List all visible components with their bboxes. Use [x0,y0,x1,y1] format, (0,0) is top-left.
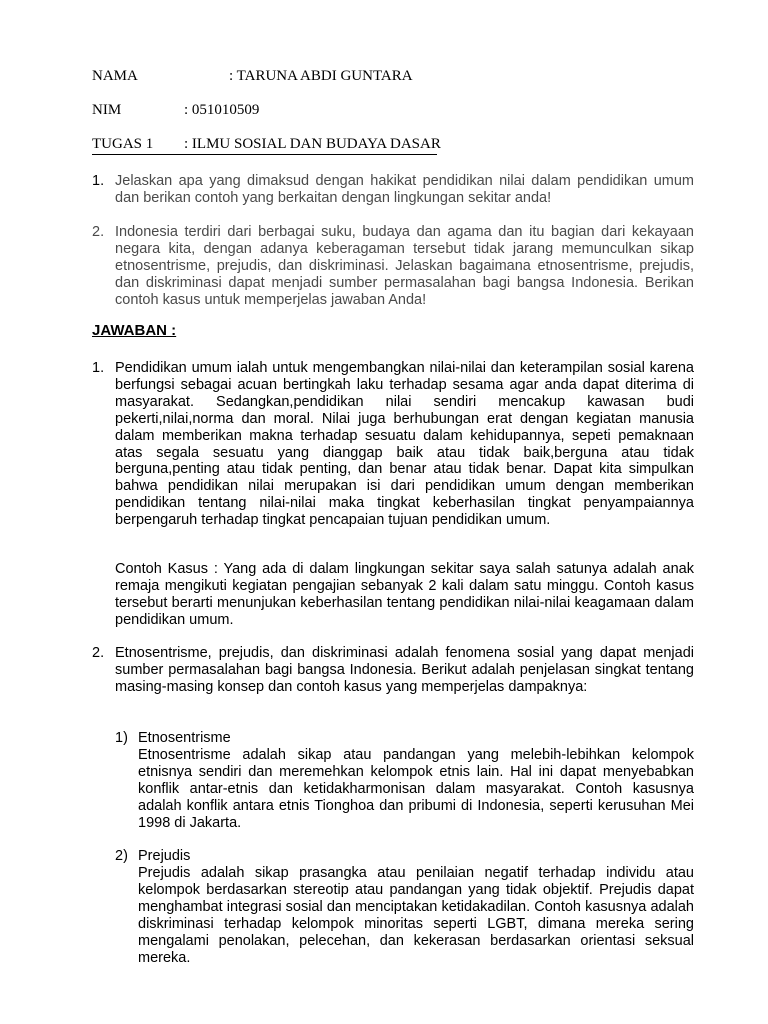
header-underline [92,154,437,155]
nim-row [92,102,260,119]
answer-1-number: 1. [92,360,105,376]
answer-1-text: Pendidikan umum ialah untuk mengembangkan nilai-nilai dan keterampilan sosial karena berfungsi sebagai acuan bertingkah laku terhadap sesama agar anda dapat diterima di masyarakat. Sedangkan,pendidikan nilai sendiri mencakup kawasan budi pekerti,nilai,norma dan moral. Nilai juga berhubungan erat dengan kegiatan manusia dalam memberikan makna terhadap sesuatu dalam kehidupannya, sepeti pemaknaan atas segala sesuatu yang dianggap baik atau tidak baik,berguna atau tidak berguna,penting atau tidak penting, dan benar atau tidak benar. Dapat kita simpulkan bahwa pendidikan nilai merupakan isi dari pendidikan umum dengan memberikan pendidikan tentang nilai-nilai maka tingkat keberhasilan tingkat penyampaiannya berpengaruh terhadap tingkat pencapaian tujuan pendidikan umum. [115,360,694,529]
tugas-value: : ILMU SOSIAL DAN BUDAYA DASAR [184,136,441,152]
answer-2-item-1-title: Etnosentrisme [138,730,231,746]
nama-row [92,68,413,85]
answer-2-text: Etnosentrisme, prejudis, dan diskriminasi adalah fenomena sosial yang dapat menjadi sumber permasalahan bagi bangsa Indonesia. Berikut adalah penjelasan singkat tentang masing-masing konsep dan contoh kasus yang memperjelas dampaknya: [115,645,694,695]
nim-label: NIM [92,102,122,118]
answers-heading: JAWABAN : [92,322,177,339]
tugas-row [92,136,441,153]
answer-1-example: Contoh Kasus : Yang ada di dalam lingkungan sekitar saya salah satunya adalah anak remaja mengikuti kegiatan pengajian sebanyak 2 kali dalam satu minggu. Contoh kasus tersebut berarti menunjukan keberhasilan tentang pendidikan nilai-nilai keagamaan dalam pendidikan umum. [115,561,694,628]
answer-2-item-1-text: Etnosentrisme adalah sikap atau pandangan yang melebih-lebihkan kelompok etnisnya sendiri dan meremehkan kelompok etnis lain. Hal ini dapat menyebabkan konflik antar-etnis dan ketidakharmonisan dalam masyarakat. Contoh kasusnya adalah konflik antara etnis Tionghoa dan pribumi di Indonesia, seperti kerusuhan Mei 1998 di Jakarta. [138,747,694,831]
nama-label: NAMA [92,68,138,84]
answer-2-item-1-number: 1) [115,730,128,746]
question-2-number: 2. [92,224,105,240]
nama-value: : TARUNA ABDI GUNTARA [229,68,413,84]
question-2-text: Indonesia terdiri dari berbagai suku, budaya dan agama dan itu bagian dari kekayaan negara kita, dengan adanya keberagaman tersebut tidak jarang memunculkan sikap etnosentrisme, prejudis, dan diskriminasi. Jelaskan bagaimana etnosentrisme, prejudis, dan diskriminasi dapat menjadi sumber permasalahan bagi bangsa Indonesia. Berikan contoh kasus untuk memperjelas jawaban Anda! [115,224,694,308]
answer-2-item-2-text: Prejudis adalah sikap prasangka atau penilaian negatif terhadap individu atau kelompok berdasarkan stereotip atau pandangan yang tidak objektif. Prejudis dapat menghambat integrasi sosial dan menciptakan ketidakadilan. Contoh kasusnya adalah diskriminasi terhadap kelompok minoritas seperti LGBT, dimana mereka sering mengalami penolakan, pelecehan, dan kekerasan berdasarkan orientasi seksual mereka. [138,865,694,966]
question-1-number: 1. [92,173,105,189]
question-1-text: Jelaskan apa yang dimaksud dengan hakikat pendidikan nilai dalam pendidikan umum dan berikan contoh yang berkaitan dengan lingkungan sekitar anda! [115,173,694,206]
nim-value: : 051010509 [184,102,260,118]
answer-2-number: 2. [92,645,105,661]
answer-2-item-2-title: Prejudis [138,848,191,864]
answer-2-item-2-number: 2) [115,848,128,864]
tugas-label: TUGAS 1 [92,136,154,152]
